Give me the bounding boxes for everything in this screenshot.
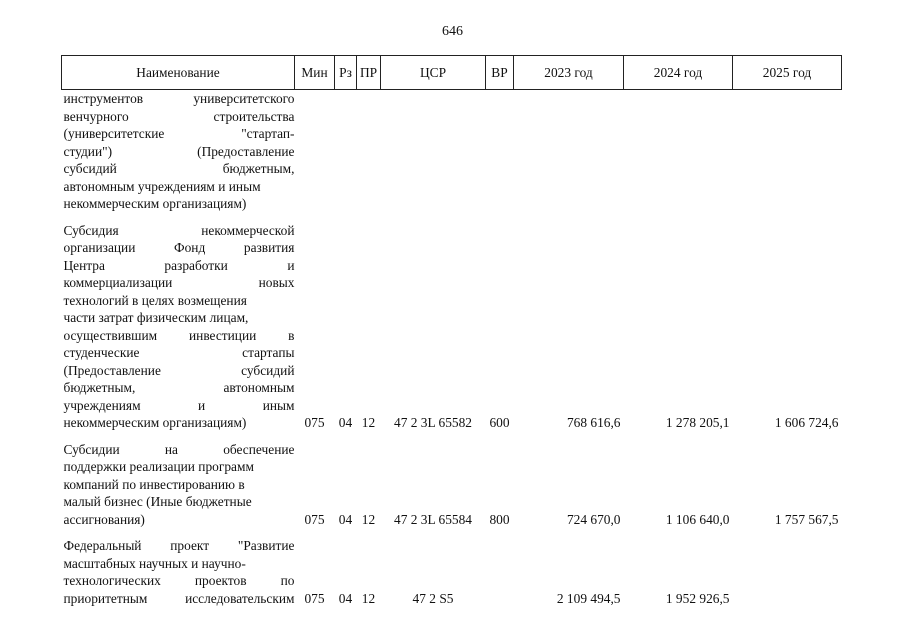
table-row [62, 90, 842, 213]
name-word: технологических [63, 573, 161, 588]
cell-csr: 47 2 3L 65582 [394, 415, 472, 430]
name-word: разработки [164, 257, 228, 273]
row-spacer [62, 432, 842, 441]
name-line [64, 493, 295, 511]
name-word: (Предоставление [63, 362, 161, 378]
name-line [64, 143, 295, 161]
row-name [62, 90, 295, 213]
cell-2024: 1 952 926,5 [665, 590, 730, 606]
name-line [64, 327, 295, 345]
name-word: части затрат физическим лицам, [63, 310, 249, 325]
name-line [64, 344, 295, 362]
name-word: некоммерческим организациям) [63, 196, 247, 211]
table-row [62, 537, 842, 607]
cell-2024: 1 278 205,1 [665, 415, 730, 430]
cell-rz: 04 [338, 590, 353, 606]
header-2024: 2024 год [624, 56, 733, 90]
name-word: на [164, 441, 178, 457]
name-word: некоммерческой [201, 222, 295, 238]
name-word: приоритетным [63, 590, 148, 606]
cell-2025 [733, 90, 842, 213]
row-spacer [62, 213, 842, 222]
cell-min: 075 [304, 511, 325, 527]
name-line [64, 108, 295, 126]
name-word: обеспечение [223, 441, 295, 457]
name-line [64, 362, 295, 380]
name-line [64, 274, 295, 292]
name-word: и [198, 397, 206, 413]
name-line [64, 572, 295, 590]
cell-csr [381, 90, 486, 213]
name-word: строительства [213, 108, 295, 124]
name-word: Федеральный [63, 538, 142, 553]
name-word: субсидий [241, 362, 295, 378]
name-line [64, 178, 295, 196]
name-line [64, 160, 295, 178]
name-word: по [280, 573, 295, 588]
cell-min [295, 90, 335, 213]
name-word: проект [170, 538, 210, 553]
cell-rz: 04 [338, 415, 353, 430]
cell-2023 [514, 90, 624, 213]
table-header [62, 56, 842, 90]
name-word: исследовательским [185, 590, 295, 606]
name-line [64, 441, 295, 459]
name-line [64, 379, 295, 397]
name-word: инвестиции [188, 327, 257, 343]
name-word: автономным учреждениям и иным [63, 178, 261, 194]
cell-2025: 1 606 724,6 [774, 415, 839, 430]
name-word: новых [258, 275, 295, 290]
name-word: развития [243, 240, 295, 255]
name-word: стартапы [242, 345, 295, 360]
table-row [62, 222, 842, 432]
cell-2023: 2 109 494,5 [556, 590, 621, 606]
name-word: малый бизнес (Иные бюджетные [63, 494, 252, 509]
row-name [62, 537, 295, 607]
name-word: (Предоставление [197, 143, 295, 159]
cell-2025: 1 757 567,5 [774, 511, 839, 527]
name-line [64, 458, 295, 476]
name-line [64, 537, 295, 555]
cell-2025 [733, 537, 842, 607]
name-line [64, 590, 295, 608]
cell-2024 [624, 90, 733, 213]
cell-rz [335, 90, 357, 213]
cell-csr: 47 2 S5 [412, 590, 454, 606]
page-number: 646 [442, 24, 463, 39]
name-word: "Развитие [237, 538, 295, 553]
cell-csr: 47 2 3L 65584 [394, 511, 472, 527]
cell-pr: 12 [361, 511, 376, 527]
cell-min: 075 [304, 415, 325, 430]
name-line [64, 90, 295, 108]
name-word: ассигнования) [63, 511, 145, 527]
name-word: коммерциализации [63, 275, 173, 290]
name-word: (университетские [63, 126, 165, 141]
cell-2023: 724 670,0 [566, 511, 621, 527]
name-word: субсидий [63, 161, 117, 176]
cell-2023: 768 616,6 [566, 415, 621, 430]
name-word: проектов [194, 573, 247, 588]
cell-vr [486, 537, 514, 607]
name-word: технологий в целях возмещения [63, 292, 247, 308]
name-word: университетского [193, 91, 295, 106]
budget-table [61, 55, 842, 607]
name-word: поддержки реализации программ [63, 459, 254, 474]
name-word: масштабных научных и научно- [63, 555, 246, 571]
name-line [64, 511, 295, 529]
name-line [64, 476, 295, 494]
table-row [62, 441, 842, 529]
name-line [64, 414, 295, 432]
name-word: Фонд [174, 240, 206, 255]
header-csr: ЦСР [381, 56, 486, 90]
name-line [64, 125, 295, 143]
name-line [64, 257, 295, 275]
table-body [62, 90, 842, 608]
cell-pr: 12 [361, 415, 376, 430]
cell-vr [486, 90, 514, 213]
name-line [64, 195, 295, 213]
header-rz: Рз [335, 56, 357, 90]
cell-min: 075 [304, 590, 325, 606]
name-word: иным [262, 397, 295, 413]
name-word: "стартап- [241, 126, 295, 141]
cell-vr: 800 [489, 511, 510, 527]
name-word: Центра [63, 257, 105, 273]
cell-rz: 04 [338, 511, 353, 527]
header-pr: ПР [357, 56, 381, 90]
name-word: организации [63, 240, 136, 255]
row-spacer-cell [62, 432, 842, 441]
header-min: Мин [295, 56, 335, 90]
name-word: студии") [63, 143, 113, 159]
row-spacer [62, 528, 842, 537]
row-spacer-cell [62, 528, 842, 537]
name-word: Субсидии [63, 441, 120, 457]
cell-2024: 1 106 640,0 [665, 511, 730, 527]
name-line [64, 397, 295, 415]
name-word: учреждениям [63, 397, 141, 413]
name-line [64, 555, 295, 573]
name-word: в [288, 327, 295, 343]
header-2023: 2023 год [514, 56, 624, 90]
header-2025: 2025 год [733, 56, 842, 90]
row-name [62, 441, 295, 529]
name-word: студенческие [63, 345, 140, 360]
name-line [64, 239, 295, 257]
row-name [62, 222, 295, 432]
name-word: компаний по инвестированию в [63, 476, 245, 492]
name-word: бюджетным, [222, 161, 295, 176]
cell-pr [357, 90, 381, 213]
name-word: автономным [223, 380, 295, 395]
header-vr: ВР [486, 56, 514, 90]
name-line [64, 309, 295, 327]
header-name: Наименование [62, 56, 295, 90]
name-word: бюджетным, [63, 380, 136, 395]
name-word: инструментов [63, 91, 144, 106]
row-spacer-cell [62, 213, 842, 222]
name-line [64, 222, 295, 240]
name-word: Субсидия [63, 222, 119, 238]
cell-vr: 600 [489, 415, 510, 430]
name-word: венчурного [63, 108, 129, 124]
cell-pr: 12 [361, 590, 376, 606]
name-word: некоммерческим организациям) [63, 415, 247, 430]
name-word: осуществившим [63, 327, 158, 343]
name-line [64, 292, 295, 310]
name-word: и [287, 257, 295, 273]
